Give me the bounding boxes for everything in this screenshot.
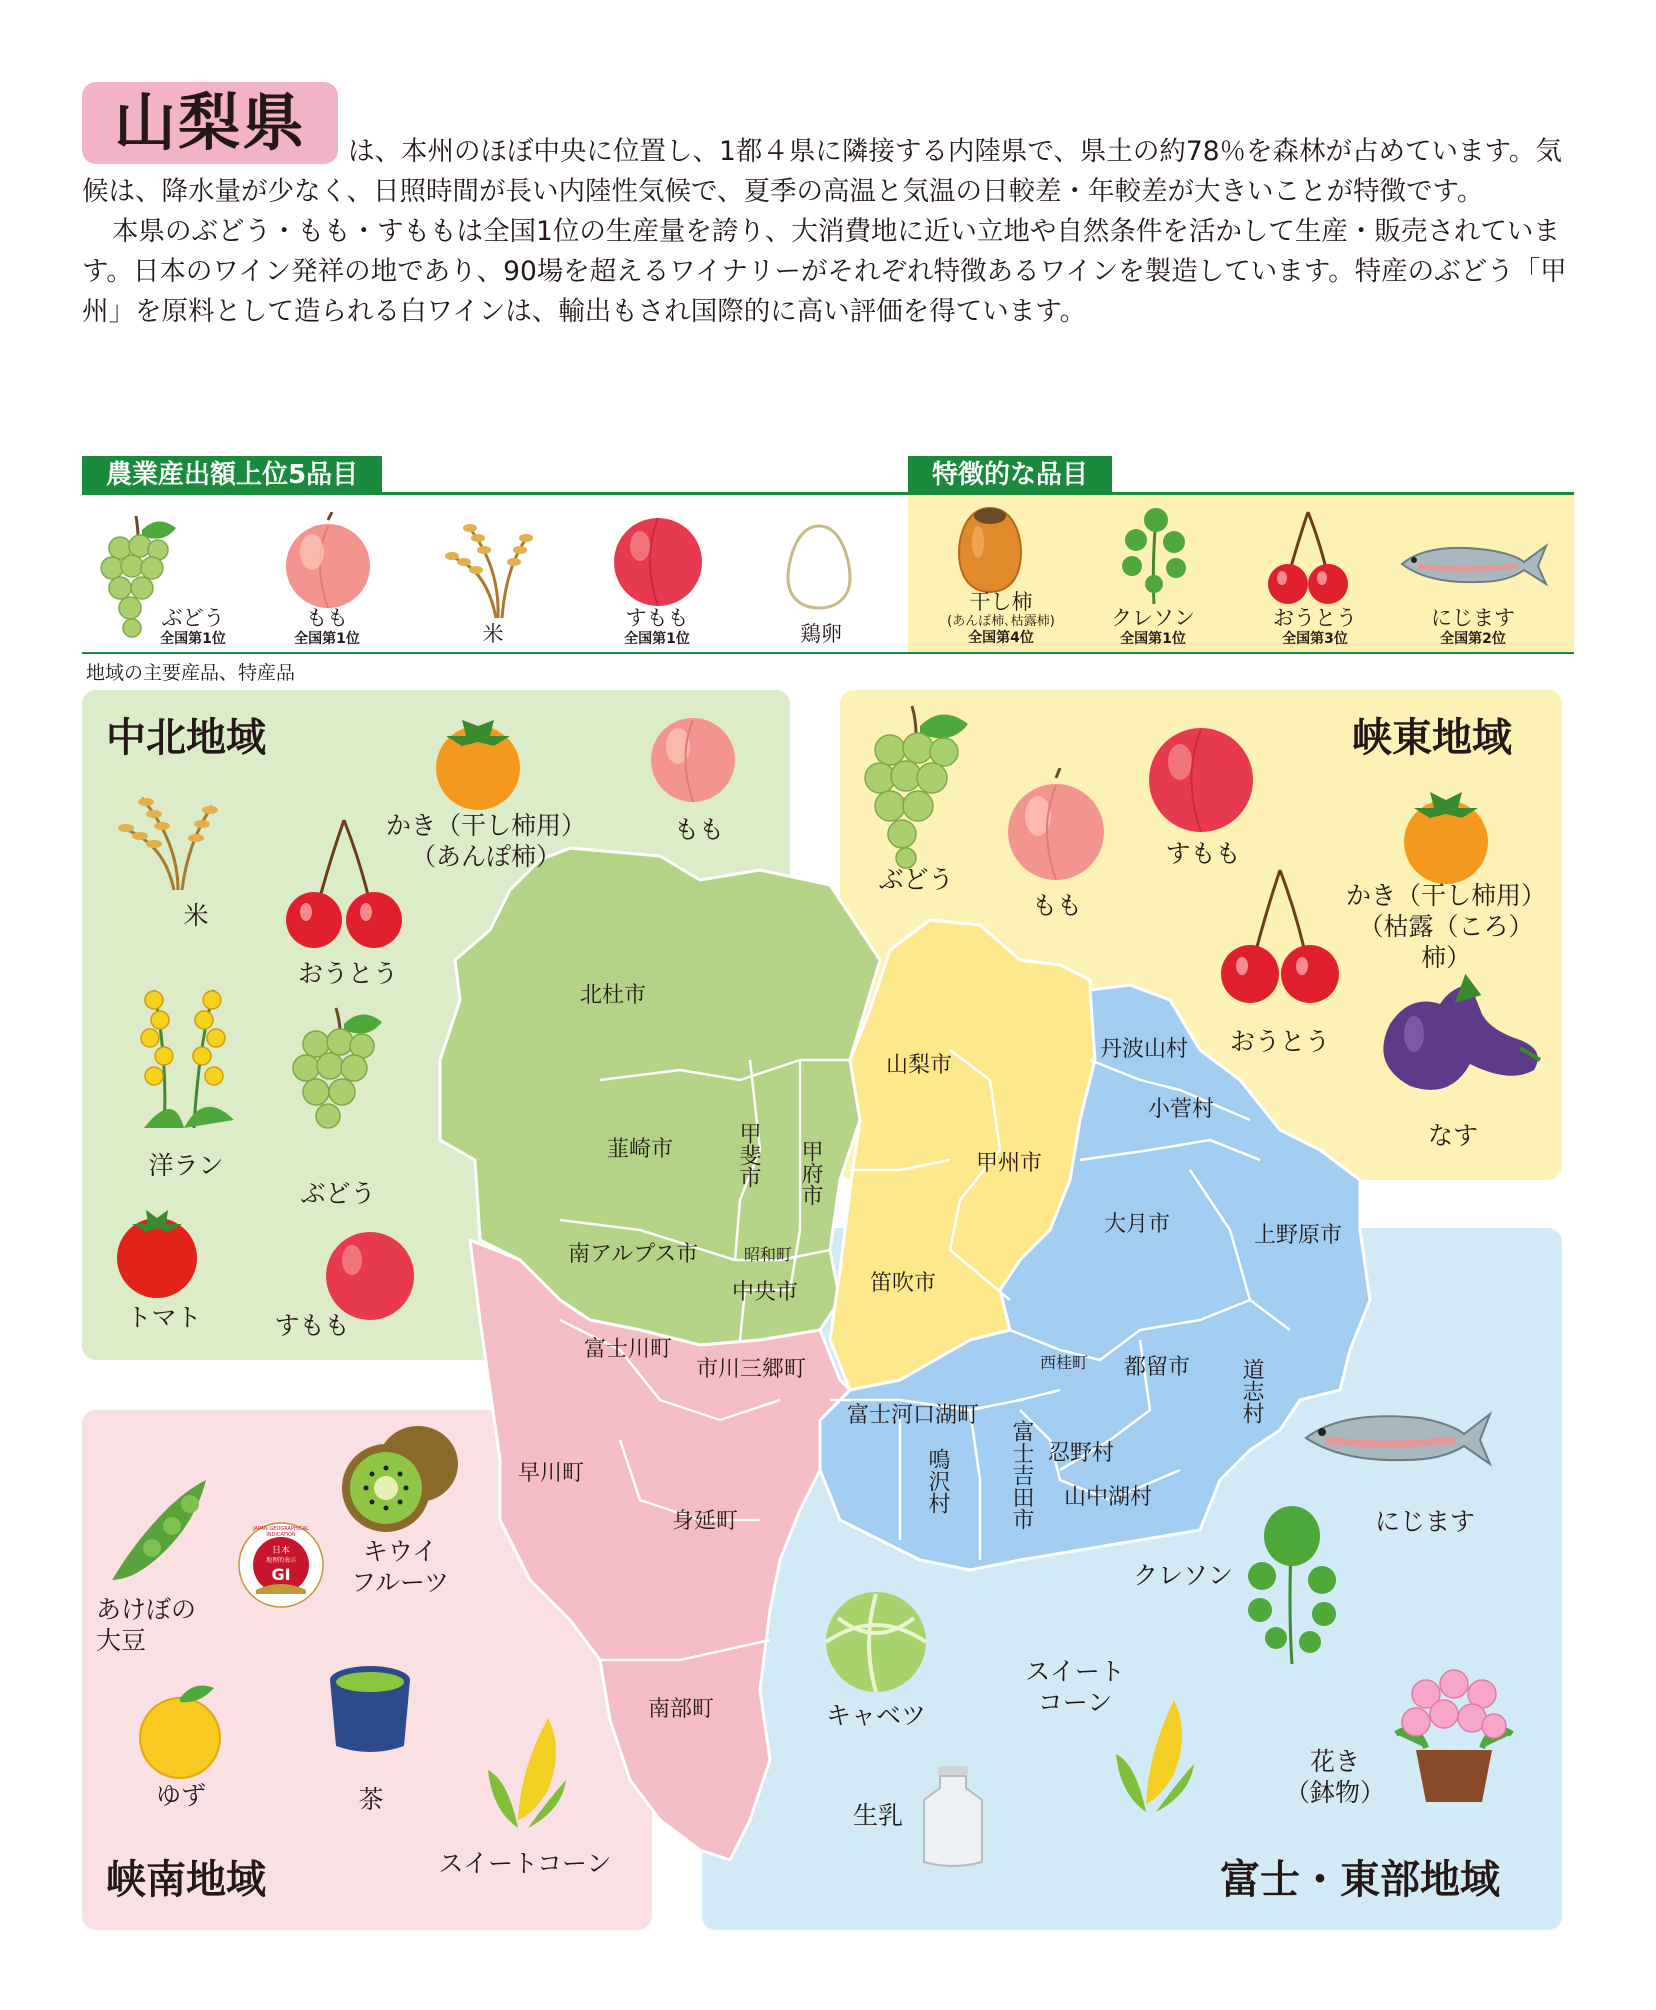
eggplant-icon [1370, 974, 1546, 1108]
kyoto-label-grape: ぶどう [878, 865, 954, 894]
muni-tsuru: 都留市 [1124, 1355, 1191, 1380]
region-name-fuji: 富士・東部地域 [1220, 1857, 1500, 1903]
gi-mark-text-3: GI [271, 1565, 291, 1584]
fuji-label-flower-1: 花き [1309, 1747, 1360, 1776]
muni-nishikatsura: 西桂町 [1040, 1353, 1089, 1372]
tomato-icon [110, 1206, 204, 1300]
fuji-label-milk: 生乳 [852, 1801, 903, 1830]
peach-icon [1004, 768, 1108, 886]
chuhoku-label-plum: すもも [274, 1311, 350, 1340]
grape-icon [860, 700, 970, 870]
kyoto-label-cherry: おうとう [1229, 1027, 1330, 1056]
kyonan-label-kiwi [340, 1536, 460, 1598]
muni-showa: 昭和町 [744, 1245, 793, 1264]
muni-otsuki: 大月市 [1104, 1212, 1171, 1237]
kyoto-label-persimmon [1340, 880, 1552, 973]
tea-icon [322, 1660, 418, 1758]
gi-mark-ring-text: JAPAN GEOGRAPHICAL INDICATION [253, 1526, 309, 1538]
item-rank: 全国第1位 [1120, 631, 1186, 647]
map-caption: 地域の主要産品、特産品 [86, 662, 296, 684]
potted-flower-icon [1386, 1664, 1522, 1804]
muni-tabayama: 丹波山村 [1100, 1037, 1189, 1062]
gi-mark-text-1: 日本 [271, 1546, 290, 1556]
cherry-icon [1216, 866, 1344, 1006]
muni-kai: 甲斐市 [736, 1122, 761, 1188]
muni-fuefuki: 笛吹市 [870, 1271, 937, 1296]
kyoto-label-peach: もも [1031, 891, 1082, 920]
fuji-label-cabbage: キャベツ [825, 1701, 926, 1730]
muni-chuo: 中央市 [732, 1280, 799, 1305]
item-rank: 全国第3位 [1282, 631, 1348, 647]
fuji-label-trout: にじます [1374, 1507, 1475, 1536]
kyonan-label-yuzu: ゆず [155, 1781, 206, 1810]
chuhoku-label-persimmon-2: （あんぽ柿） [410, 842, 561, 871]
kyonan-label-kiwi-1: キウイ [362, 1537, 438, 1566]
intro-paragraph-2: 本県のぶどう・もも・すももは全国1位の生産量を誇り、大消費地に近い立地や自然条件を活かして生産・販売されています。日本のワイン発祥の地であり、90場を超えるワイナリーがそれぞれ特徴あるワインを製造しています。特産のぶどう「甲州」を原料として造られる白ワインは、輸出もされ国際的に高い評価を得ています。 [82, 216, 1567, 327]
muni-kosuge: 小菅村 [1148, 1097, 1215, 1122]
item-name: すもも [625, 606, 689, 630]
muni-minamialps: 南アルプス市 [568, 1242, 699, 1267]
muni-nanbu: 南部町 [648, 1697, 715, 1722]
intro-paragraph-1: は、本州のほぼ中央に位置し、1都４県に隣接する内陸県で、県土の約78％を森林が占めています。気候は、降水量が少なく、日照時間が長い内陸性気候で、夏季の高温と気温の日較差・年較差が大きいことが特徴です。 [82, 136, 1562, 207]
persimmon-icon [1388, 786, 1504, 886]
watercress-icon [1236, 1506, 1346, 1666]
muni-fujikawa: 富士川町 [584, 1337, 673, 1362]
chuhoku-label-orchid: 洋ラン [148, 1151, 224, 1180]
chuhoku-label-tomato: トマト [126, 1303, 202, 1332]
muni-uenohara: 上野原市 [1254, 1223, 1343, 1248]
fuji-label-corn-1: スイート [1025, 1657, 1125, 1686]
item-rank: 全国第1位 [294, 631, 360, 647]
item-name: ぶどう [161, 606, 225, 630]
chuhoku-label-peach: もも [673, 815, 724, 844]
kyonan-label-soybean-2: 大豆 [96, 1626, 147, 1655]
item-rank: 全国第2位 [1440, 631, 1506, 647]
item-rank: 全国第4位 [968, 630, 1034, 646]
muni-fujikawaguchiko: 富士河口湖町 [847, 1403, 980, 1428]
kyoto-label-persimmon-2: （枯露（ころ）柿） [1358, 912, 1534, 972]
muni-yamanakako: 山中湖村 [1064, 1485, 1153, 1510]
edamame-icon [106, 1470, 216, 1590]
kyonan-label-tea: 茶 [358, 1785, 384, 1814]
chuhoku-label-persimmon [376, 810, 596, 872]
item-name: 米 [482, 622, 504, 646]
muni-hayakawa: 早川町 [518, 1461, 585, 1486]
trout-icon [1302, 1404, 1492, 1470]
page-title: 山梨県 [82, 82, 338, 164]
muni-koshu: 甲州市 [976, 1151, 1043, 1176]
kyonan-label-soybean [96, 1594, 216, 1656]
region-name-kyonan: 峡南地域 [106, 1857, 266, 1903]
item-name: にじます [1431, 606, 1515, 630]
corn-icon [478, 1710, 570, 1830]
fuji-label-watercress: クレソン [1132, 1561, 1233, 1590]
featured-heading: 特徴的な品目 [908, 456, 1112, 494]
item-rank: 全国第1位 [624, 631, 690, 647]
yuzu-icon [134, 1680, 226, 1780]
persimmon-icon [422, 716, 534, 812]
item-name: クレソン [1111, 606, 1195, 630]
cabbage-icon [818, 1588, 934, 1694]
kyonan-label-corn: スイートコーン [438, 1849, 612, 1878]
item-rank: 全国第1位 [160, 631, 226, 647]
muni-yamanashi: 山梨市 [886, 1053, 953, 1078]
chuhoku-label-rice: 米 [183, 901, 209, 930]
plum-icon [1146, 720, 1256, 836]
gi-mark-text [264, 1546, 298, 1584]
kyonan-label-kiwi-2: フルーツ [350, 1568, 449, 1597]
chuhoku-label-cherry: おうとう [297, 959, 398, 988]
muni-fujiyoshida: 富士吉田市 [1009, 1420, 1034, 1530]
chuhoku-label-grape: ぶどう [300, 1179, 376, 1208]
peach-icon [648, 706, 738, 806]
item-name: 干し柿 [969, 590, 1033, 614]
muni-doshi: 道志村 [1239, 1358, 1264, 1424]
item-name: おうとう [1273, 606, 1357, 630]
kyoto-label-persimmon-1: かき（干し柿用） [1345, 881, 1546, 910]
muni-minobu: 身延町 [672, 1509, 739, 1534]
kyonan-label-soybean-1: あけぼの [96, 1595, 197, 1624]
item-name: 鶏卵 [800, 622, 842, 646]
muni-narusawa: 鳴沢村 [925, 1448, 950, 1514]
orchid-icon [124, 980, 246, 1130]
rice-icon [112, 782, 232, 892]
item-name: もも [306, 606, 348, 630]
fuji-label-corn-2: コーン [1037, 1688, 1113, 1717]
top5-heading: 農業産出額上位5品目 [82, 456, 382, 494]
gi-mark-text-2: 地理的表示 [265, 1557, 296, 1564]
muni-oshino: 忍野村 [1048, 1441, 1115, 1466]
chuhoku-label-persimmon-1: かき（干し柿用） [385, 811, 586, 840]
fuji-label-flower [1280, 1746, 1390, 1808]
item-sub: (あんぽ柿､枯露柿) [947, 614, 1055, 629]
muni-ichikawamisato: 市川三郷町 [696, 1357, 807, 1382]
fuji-label-corn [1010, 1656, 1140, 1718]
kiwi-icon [334, 1418, 464, 1536]
muni-nirasaki: 韮崎市 [607, 1137, 674, 1162]
muni-hokuto: 北杜市 [580, 983, 647, 1008]
muni-kofu: 甲府市 [798, 1140, 823, 1206]
kyoto-label-eggplant: なす [1427, 1121, 1478, 1150]
fuji-label-flower-2: （鉢物） [1284, 1778, 1385, 1807]
region-name-chuhoku: 中北地域 [106, 715, 266, 761]
kyoto-label-plum: すもも [1165, 839, 1241, 868]
grape-icon [290, 1002, 384, 1142]
region-name-kyoto: 峡東地域 [1352, 715, 1512, 761]
milk-can-icon [918, 1762, 988, 1868]
